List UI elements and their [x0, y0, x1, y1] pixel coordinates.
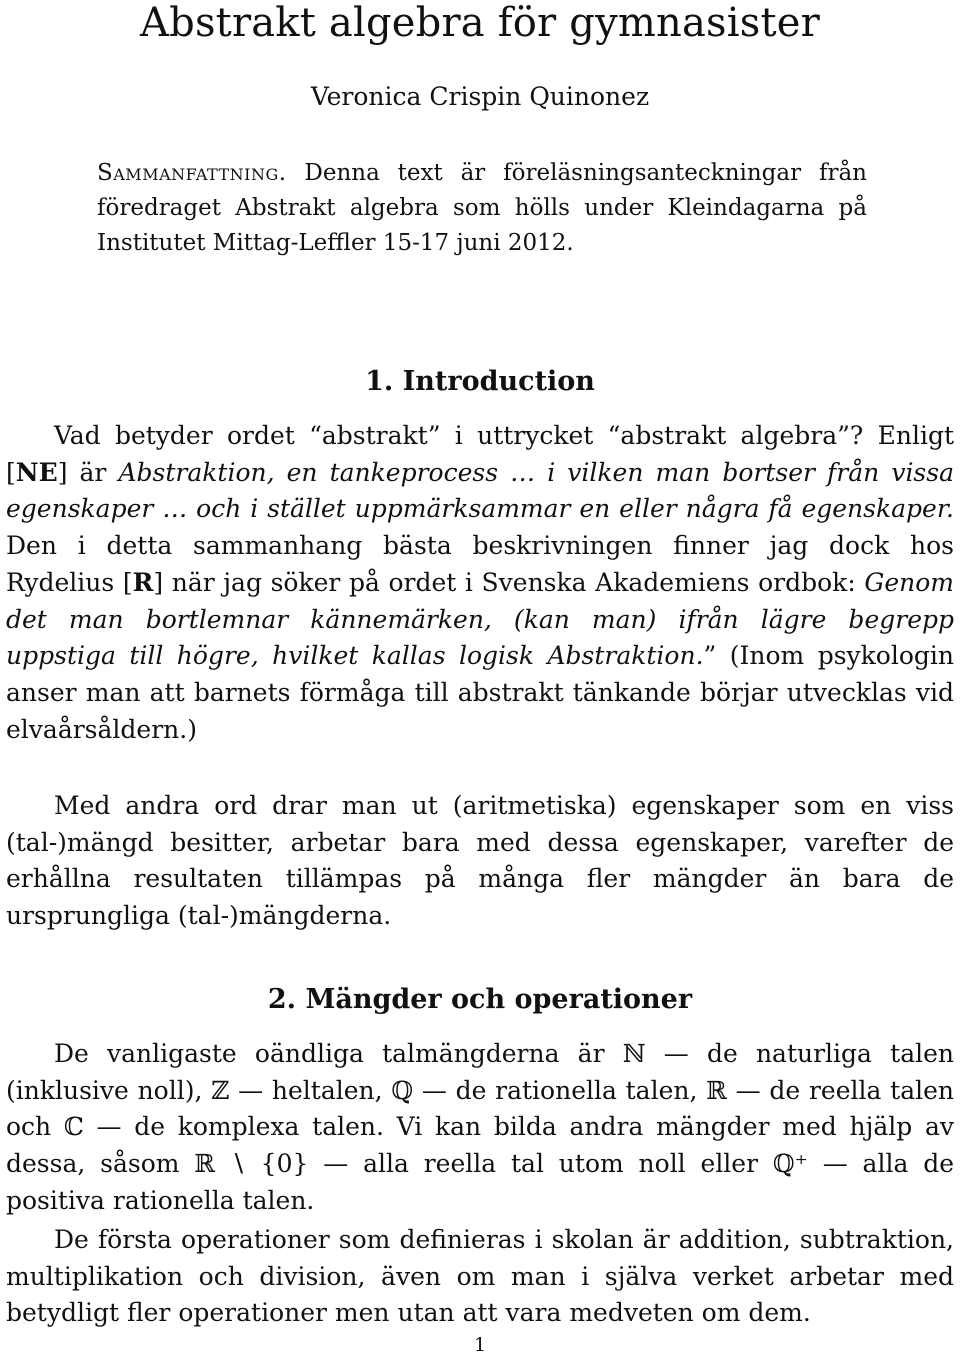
page-number: 1 — [473, 1334, 487, 1356]
abstract-label: Sammanfattning. — [97, 160, 287, 186]
text-run: Den i detta sammanhang bästa beskrivningen finner jag dock hos Rydelius [ — [6, 531, 954, 597]
author-name: Veronica Crispin Quinonez — [310, 82, 650, 111]
abstract-text: Denna text är föreläsningsanteckningar från föredraget Abstrakt algebra som hölls under Kleindagarna på Institutet Mittag-Leffler 15-17 juni 2012. — [97, 160, 867, 256]
paragraph-sets-1: De vanligaste oändliga talmängderna är ℕ — de naturliga talen (inklusive noll), ℤ — heltalen, ℚ — de rationella talen, ℝ — de reella talen och ℂ — de komplexa talen. Vi kan bilda andra mängder med hjälp av dessa, såsom ℝ ∖ {0} — alla reella tal utom noll eller ℚ⁺ — alla de positiva rationella talen. — [6, 1039, 954, 1215]
text-run: ] när jag söker på ordet i Svenska Akademiens ordbok: — [153, 567, 865, 597]
paragraph-introduction-1 — [6, 418, 954, 748]
citation-r[interactable]: R — [132, 567, 154, 597]
paragraph-introduction-2: Med andra ord drar man ut (aritmetiska) egenskaper som en viss (tal-)mängd besitter, arbetar bara med dessa egenskaper, varefter de erhållna resultaten tillämpas på många fler mängder än bara de ursprungliga (tal-)mängderna. — [6, 791, 954, 931]
paragraph-sets-2: De första operationer som definieras i skolan är addition, subtraktion, multiplikation och division, även om man i själva verket arbetar med betydligt fler operationer men utan att vara medveten om dem. — [6, 1225, 954, 1328]
text-run: ” (Inom psykologin anser man att barnets förmåga till abstrakt tänkande börjar utvecklas vid elvaårsåldern.) — [6, 641, 954, 744]
text-run: ] är — [57, 457, 119, 487]
text-run: Vad betyder ordet “abstrakt” i uttrycket “abstrakt algebra”? Enligt [ — [6, 421, 954, 487]
section-heading-introduction: 1. Introduction — [365, 366, 595, 397]
abstract — [97, 156, 867, 261]
italic-quote-ne: Abstraktion, en tankeprocess … i vilken man bortser från vissa egenskaper … och i stället uppmärksammar en eller några få egenskaper. — [6, 457, 954, 524]
italic-quote-rydelius: Genom det man bortlemnar kännemärken, (kan man) ifrån lägre begrepp uppstiga till högre, hvilket kallas logisk Abstraktion. — [6, 567, 954, 671]
paper-title: Abstrakt algebra för gymnasister — [140, 0, 820, 46]
citation-ne[interactable]: NE — [15, 457, 58, 487]
section-heading-sets-operations: 2. Mängder och operationer — [267, 984, 693, 1015]
